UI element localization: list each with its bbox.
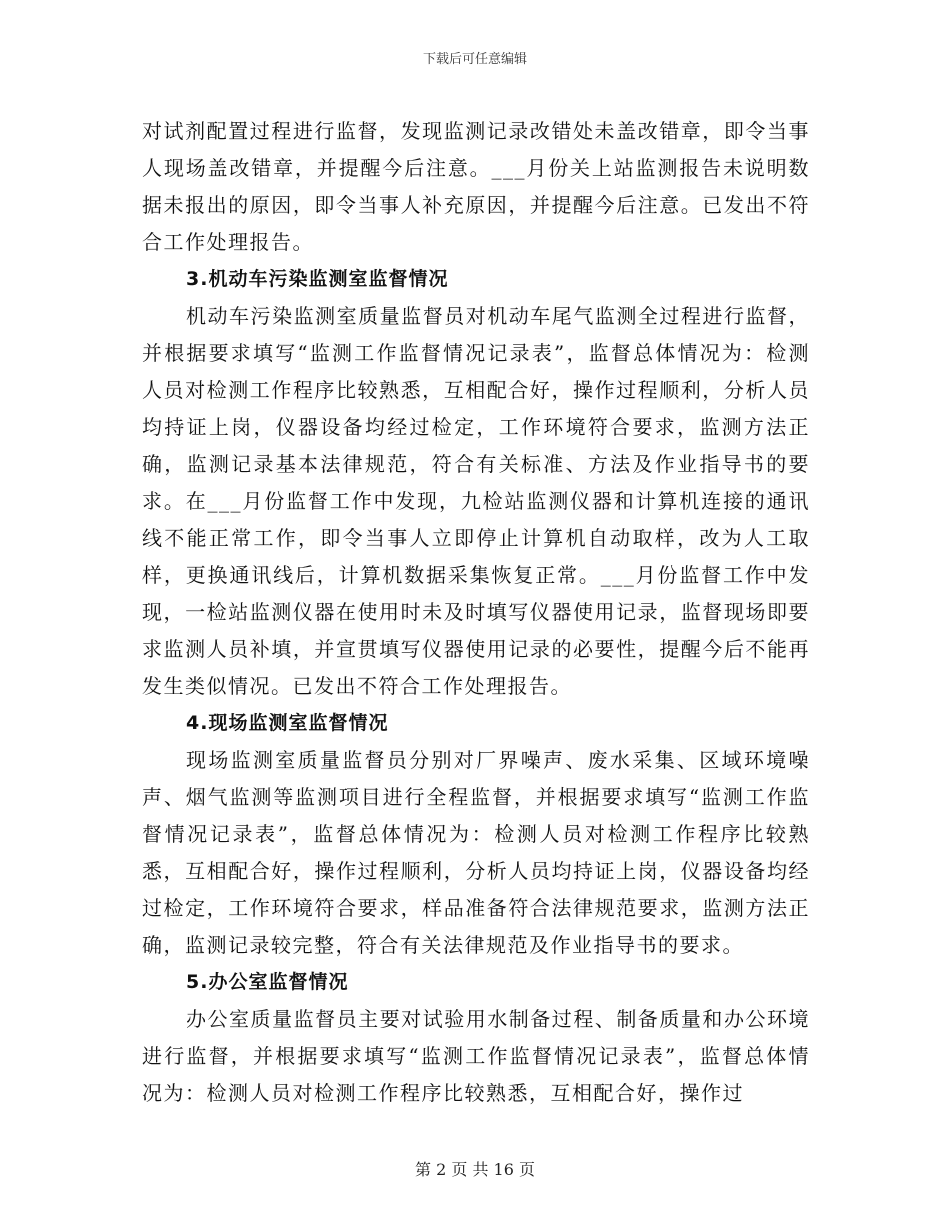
section-heading-vehicle-lab: 3.机动车污染监测室监督情况 [186,268,449,290]
section-heading-field-lab: 4.现场监测室监督情况 [186,712,389,734]
paragraph-vehicle-lab: 机动车污染监测室质量监督员对机动车尾气监测全过程进行监督，并根据要求填写“监测工作监督情况记录表”，监督总体情况为：检测人员对检测工作程序比较熟悉，互相配合好，操作过程顺利，分析人员均持证上岗，仪器设备均经过检定，工作环境符合要求，监测方法正确，监测记录基本法律规范，符合有关标准、方法及作业指导书的要求。在___月份监督工作中发现，九检站监测仪器和计算机连接的通讯线不能正常工作，即令当事人立即停止计算机自动取样，改为人工取样，更换通讯线后，计算机数据采集恢复正常。___月份监督工作中发现，一检站监测仪器在使用时未及时填写仪器使用记录，监督现场即要求监测人员补填，并宣贯填写仪器使用记录的必要性，提醒今后不能再发生类似情况。已发出不符合工作处理报告。 [142,304,810,698]
paragraph-field-lab: 现场监测室质量监督员分别对厂界噪声、废水采集、区域环境噪声、烟气监测等监测项目进行全程监督，并根据要求填写“监测工作监督情况记录表”，监督总体情况为：检测人员对检测工作程序比较熟悉，互相配合好，操作过程顺利，分析人员均持证上岗，仪器设备均经过检定，工作环境符合要求，样品准备符合法律规范要求，监测方法正确，监测记录较完整，符合有关法律规范及作业指导书的要求。 [142,748,810,957]
section-heading-office: 5.办公室监督情况 [186,971,349,993]
paragraph-office: 办公室质量监督员主要对试验用水制备过程、制备质量和办公环境进行监督，并根据要求填写“监测工作监督情况记录表”，监督总体情况为：检测人员对检测工作程序比较熟悉，互相配合好，操作过 [142,1007,810,1105]
page-header-note: 下载后可任意编辑 [422,52,527,67]
paragraph-continued: 对试剂配置过程进行监督，发现监测记录改错处未盖改错章，即令当事人现场盖改错章，并提醒今后注意。___月份关上站监测报告未说明数据未报出的原因，即令当事人补充原因，并提醒今后注意。已发出不符合工作处理报告。 [142,119,810,254]
page-number-footer: 第 2 页 共 16 页 [415,1160,535,1179]
document-body [142,113,810,1112]
